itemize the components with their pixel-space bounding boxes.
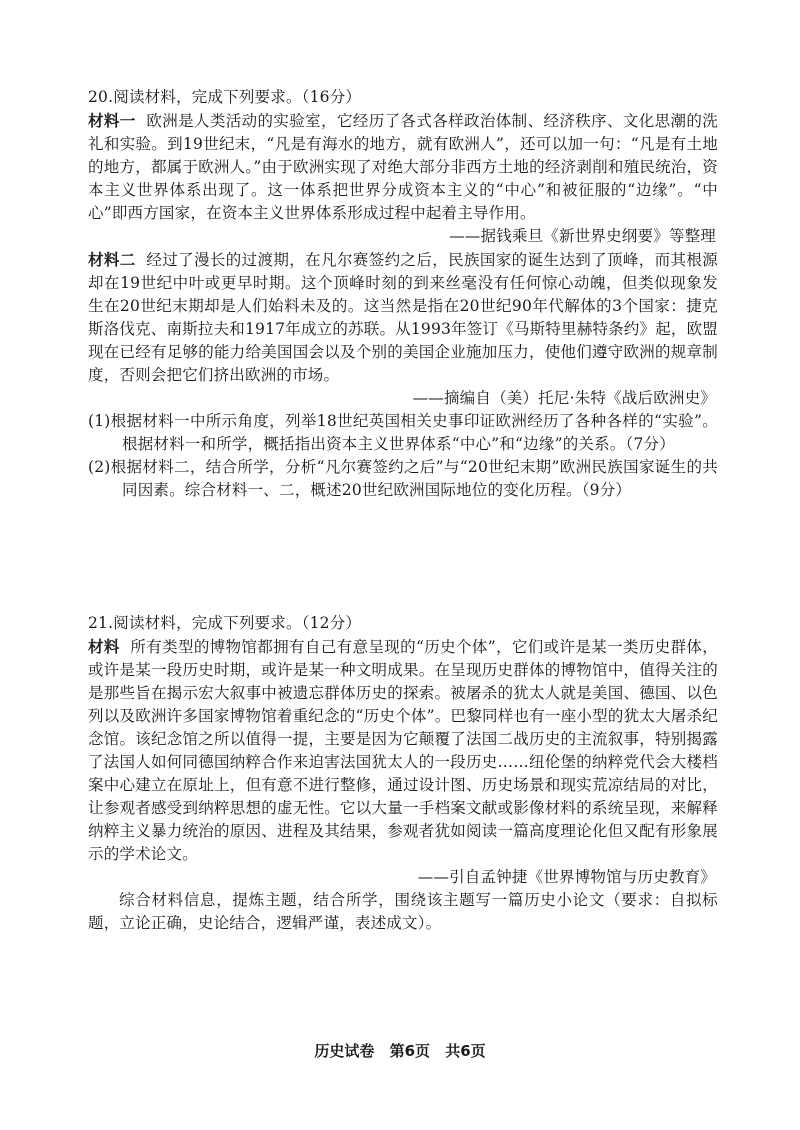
material-2-text: 经过了漫长的过渡期，在凡尔赛签约之后，民族国家的诞生达到了顶峰，而其根源却在19世纪中叶或更早时期。这个顶峰时刻的到来丝毫没有任何惊心动魄，但类似现象发生在20世纪末期却是人们始料未及的。这当然是指在20世纪90年代解体的3个国家：捷克斯洛伐克、南斯拉夫和1917年成立的苏联。从1993年签订《马斯特里赫特条约》起，欧盟现在已经有足够的能力给美国国会以及个别的美国企业施加压力，使他们遵守欧洲的规章制度，否则会把它们挤出欧洲的市场。 (88, 251, 719, 384)
sub-question-1: (1)根据材料一中所示角度，列举18世纪英国相关史事印证欧洲经历了各种各样的“实验”。根据材料一和所学，概括指出资本主义世界体系“中心”和“边缘”的关系。（7分） (88, 412, 718, 453)
question-21 (88, 612, 718, 935)
material-1-label: 材料一 (88, 111, 136, 130)
question-20 (88, 86, 718, 502)
question-20-header: 20.阅读材料，完成下列要求。（16分） (88, 88, 362, 106)
question-21-header: 21.阅读材料，完成下列要求。（12分） (88, 614, 362, 632)
sub-question-2: (2)根据材料二，结合所学，分析“凡尔赛签约之后”与“20世纪末期”欧洲民族国家诞生的共同因素。综合材料一、二，概述20世纪欧洲国际地位的变化历程。（9分） (88, 458, 718, 499)
material-21-source: ——引自孟钟捷《世界博物馆与历史教育》 (417, 868, 716, 886)
material-1-text: 欧洲是人类活动的实验室，它经历了各式各样政治体制、经济秩序、文化思潮的洗礼和实验。到19世纪末，“凡是有海水的地方，就有欧洲人”，还可以加一句：“凡是有土地的地方，都属于欧洲人。”由于欧洲实现了对绝大部分非西方土地的经济剥削和殖民统治，资本主义世界体系出现了。这一体系把世界分成资本主义的“中心”和被征服的“边缘”。“中心”即西方国家，在资本主义世界体系形成过程中起着主导作用。 (88, 112, 719, 222)
material-1-source: ——据钱乘旦《新世界史纲要》等整理 (449, 227, 716, 245)
material-21-text: 所有类型的博物馆都拥有自己有意呈现的“历史个体”，它们或许是某一类历史群体，或许是某一段历史时期，或许是某一种文明成果。在呈现历史群体的博物馆中，值得关注的是那些旨在揭示宏大叙事中被遗忘群体历史的探索。被屠杀的犹太人就是美国、德国、以色列以及欧洲许多国家博物馆着重纪念的“历史个体”。巴黎同样也有一座小型的犹太大屠杀纪念馆。该纪念馆之所以值得一提，主要是因为它颠覆了法国二战历史的主流叙事，特别揭露了法国人如何同德国纳粹合作来迫害法国犹太人的一段历史……纽伦堡的纳粹党代会大楼档案中心建立在原址上，但有意不进行整修，通过设计图、历史场景和现实荒凉结局的对比，让参观者感受到纳粹思想的虚无性。它以大量一手档案文献或影像材料的系统呈现，来解释纳粹主义暴力统治的原因、进程及其结果，参观者犹如阅读一篇高度理论化但又配有形象展示的学术论文。 (88, 638, 718, 863)
material-2 (88, 248, 718, 387)
material-21-label: 材料 (88, 637, 120, 656)
material-2-source: ——摘编自（美）托尼·朱特《战后欧洲史》 (412, 389, 716, 407)
material-21 (88, 635, 718, 866)
page-footer (0, 1040, 800, 1061)
material-1 (88, 109, 718, 225)
footer-subject: 历史试卷 (314, 1042, 375, 1060)
footer-page-number: 第6页 (389, 1042, 430, 1060)
question-21-task: 综合材料信息，提炼主题，结合所学，围绕该主题写一篇历史小论文（要求：自拟标题，立论正确，史论结合，逻辑严谨，表述成文）。 (88, 891, 718, 932)
footer-total-pages: 共6页 (445, 1042, 486, 1060)
material-2-label: 材料二 (88, 250, 136, 269)
